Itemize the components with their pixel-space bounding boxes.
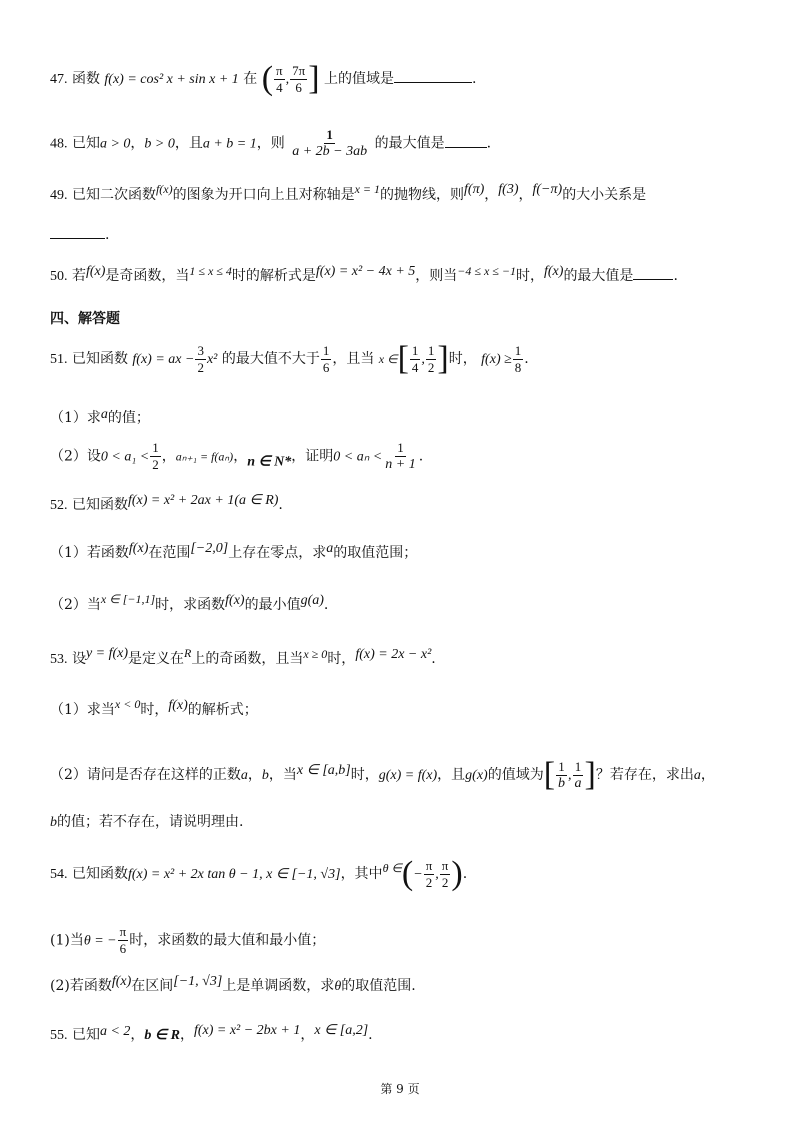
fraction: $\frac{3}{2}$ (197, 342, 204, 375)
question-52: 52. 已知函数f(x) = x² + 2ax + 1(a ∈ R). (50, 493, 283, 513)
fraction: $\frac{1}{2}$ (427, 342, 435, 375)
fraction: $\frac{1}{a + 2b - 3ab}$ (292, 127, 368, 159)
fraction: $\frac{1}{8}$ (514, 342, 522, 375)
question-51: 51. 已知函数 f(x) = ax − $\frac{3}{2}$ x² 的最大值不大于 $\frac{1}{6}$ ，且当 x ∈[ $\frac{1}{4}$ , $\frac{1}{2}$ ]时， f(x) ≥ $\frac{1}{8}$ . (50, 340, 529, 377)
question-53-part-2-cont: b的值；若不存在，请说明理由. (50, 814, 244, 830)
question-52-part-1: （1）若函数f(x)在范围[−2,0]上存在零点，求a的取值范围； (50, 541, 418, 561)
question-48: 48. 已知a > 0，b > 0，且a + b = 1，则 $\frac{1}{a + 2b - 3ab}$ 的最大值是 . (50, 127, 492, 159)
question-52-part-2: （2）当x ∈ [−1,1]时，求函数f(x)的最小值g(a). (50, 592, 329, 613)
fraction: $\frac{1}{n + 1}$ (385, 440, 416, 472)
answer-blank[interactable] (445, 135, 487, 148)
fraction: $\frac{7\pi}{6}$ (292, 62, 306, 95)
answer-blank[interactable] (50, 226, 105, 239)
fraction: $\frac{1}{2}$ (152, 440, 159, 472)
question-53-part-2: （2）请问是否存在这样的正数a，b，当x ∈ [a,b]时，g(x) = f(x)，且g(x)的值域为[ $\frac{1}{b}$ , $\frac{1}{a}$ ]？若存在，求出a， (50, 756, 715, 793)
question-54-part-1: (1)当θ = − $\frac{\pi}{6}$ 时，求函数的最大值和最小值； (50, 924, 326, 956)
fraction: $\frac{\pi}{6}$ (119, 924, 127, 956)
fraction: $\frac{1}{6}$ (322, 342, 330, 375)
math-expression: f(x) = cos² x + sin x + 1 (104, 72, 239, 87)
fraction: $\frac{1}{a}$ (574, 758, 582, 791)
question-53-part-1: （1）求当x < 0时，f(x)的解析式； (50, 697, 258, 718)
question-49-blank: . (50, 226, 109, 243)
section-heading: 四、解答题 (50, 311, 120, 327)
fraction: $\frac{\pi}{2}$ (441, 857, 449, 890)
fraction: $\frac{1}{4}$ (411, 342, 419, 375)
question-47: 47. 函数 f(x) = cos² x + sin x + 1 在 ( $\frac{\pi}{4}$ , $\frac{7\pi}{6}$ ] 上的值域是 . (50, 60, 477, 97)
question-53: 53. 设y = f(x)是定义在R上的奇函数，且当x ≥ 0时，f(x) = 2x − x². (50, 646, 436, 667)
question-50: 50. 若f(x)是奇函数，当1 ≤ x ≤ 4时的解析式是f(x) = x² − 4x + 5，则当−4 ≤ x ≤ −1时，f(x)的最大值是 . (50, 264, 678, 284)
question-54: 54. 已知函数f(x) = x² + 2x tan θ − 1, x ∈ [−1, √3]，其中θ ∈(− $\frac{\pi}{2}$ , $\frac{\pi}{2}$ ). (50, 855, 468, 892)
page-number: 第 9 页 (380, 1082, 420, 1096)
fraction: $\frac{\pi}{2}$ (425, 857, 433, 890)
question-51-part-2: （2）设0 < a₁ < $\frac{1}{2}$ ，aₙ₊₁ = f(aₙ)，n ∈ N*，证明0 < aₙ < $\frac{1}{n + 1}$ . (50, 440, 424, 472)
question-54-part-2: (2)若函数f(x)在区间[−1, √3]上是单调函数，求θ的取值范围. (50, 974, 416, 994)
answer-blank[interactable] (394, 70, 472, 83)
question-49: 49. 已知二次函数f(x)的图象为开口向上且对称轴是x = 1的抛物线，则f(π)，f(3)，f(−π)的大小关系是 (50, 182, 647, 203)
fraction: $\frac{\pi}{4}$ (276, 62, 283, 95)
question-51-part-1: （1）求a的值； (50, 407, 150, 426)
answer-blank[interactable] (633, 267, 673, 280)
question-55: 55. 已知a < 2，b ∈ R，f(x) = x² − 2bx + 1，x ∈ [a,2]. (50, 1023, 373, 1043)
fraction: $\frac{1}{b}$ (558, 758, 566, 791)
